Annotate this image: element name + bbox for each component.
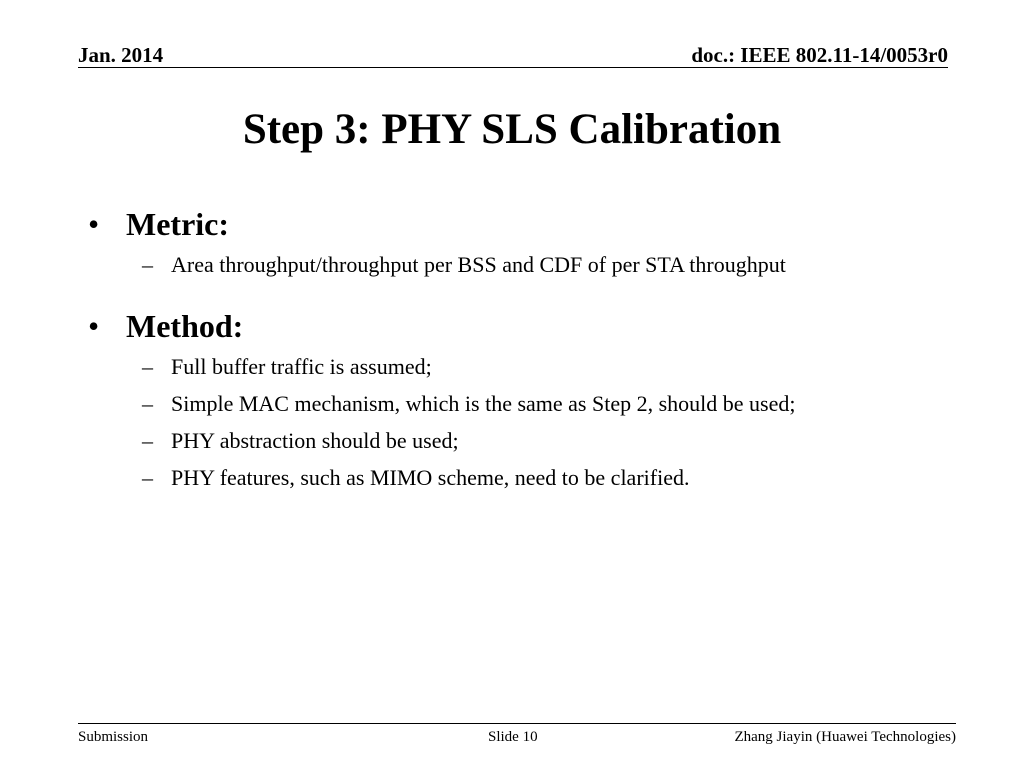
dash-marker: – <box>142 252 153 277</box>
list-item: PHY features, such as MIMO scheme, need to be clarified. <box>171 465 690 490</box>
footer-slide-number: Slide 10 <box>488 729 538 745</box>
bullet-marker: • <box>88 206 100 242</box>
bullet-marker: • <box>88 308 100 344</box>
section-heading-method: Method: <box>126 308 244 344</box>
list-item: Full buffer traffic is assumed; <box>171 354 432 379</box>
header-doc-id: doc.: IEEE 802.11-14/0053r0 <box>691 43 948 67</box>
footer-submission: Submission <box>78 729 149 745</box>
footer-divider <box>78 723 956 724</box>
dash-marker: – <box>142 465 153 490</box>
footer-author: Zhang Jiayin (Huawei Technologies) <box>734 729 956 745</box>
list-item: PHY abstraction should be used; <box>171 428 459 453</box>
slide-title: Step 3: PHY SLS Calibration <box>242 106 782 153</box>
list-item: Area throughput/throughput per BSS and CDF of per STA throughput <box>171 252 786 277</box>
header-date: Jan. 2014 <box>78 43 164 67</box>
dash-marker: – <box>142 391 153 416</box>
section-heading-metric: Metric: <box>126 206 230 242</box>
list-item: Simple MAC mechanism, which is the same as Step 2, should be used; <box>171 391 796 416</box>
dash-marker: – <box>142 354 153 379</box>
dash-marker: – <box>142 428 153 453</box>
